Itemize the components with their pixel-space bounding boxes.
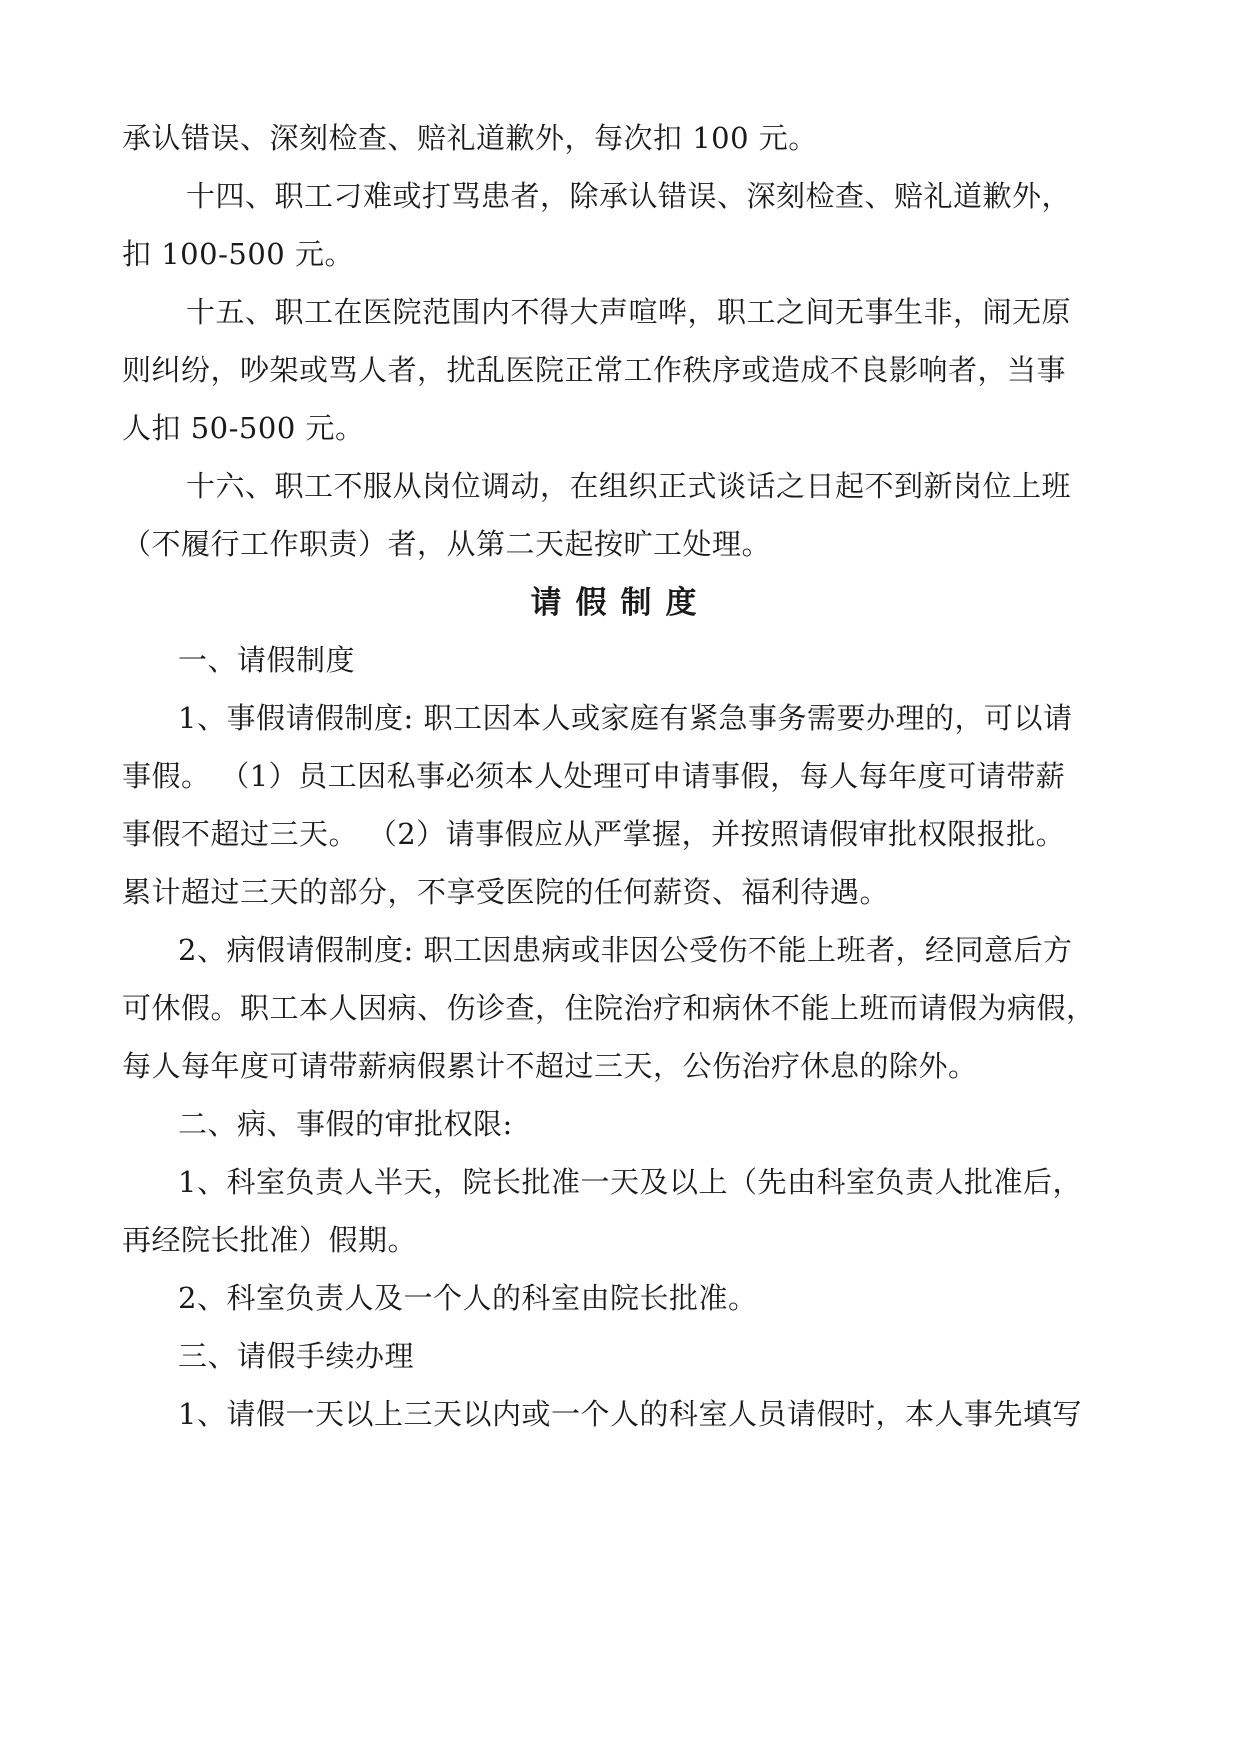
personal-leave-line: 事假。 （1）员工因私事必须本人处理可申请事假，每人每年度可请带薪 [122,759,1066,793]
clause-15-line: 人扣 50-500 元。 [122,411,365,445]
clause-16-line: （不履行工作职责）者，从第二天起按旷工处理。 [122,527,772,561]
subsection-heading: 一、请假制度 [178,643,356,677]
paragraph-line: 承认错误、深刻检查、赔礼道歉外，每次扣 100 元。 [122,121,818,155]
subsection-heading: 二、病、事假的审批权限: [178,1107,513,1141]
clause-15-line: 十五、职工在医院范围内不得大声喧哗，职工之间无事生非，闹无原 [186,295,1072,329]
sick-leave-line: 2、病假请假制度: 职工因患病或非因公受伤不能上班者，经同意后方 [178,933,1073,967]
approval-line: 2、科室负责人及一个人的科室由院长批准。 [178,1281,758,1315]
approval-line: 1、科室负责人半天，院长批准一天及以上（先由科室负责人批准后， [178,1165,1082,1199]
procedure-line: 1、请假一天以上三天以内或一个人的科室人员请假时，本人事先填写 [178,1397,1082,1431]
personal-leave-line: 累计超过三天的部分，不享受医院的任何薪资、福利待遇。 [122,875,890,909]
subsection-heading: 三、请假手续办理 [178,1339,415,1373]
personal-leave-line: 1、事假请假制度: 职工因本人或家庭有紧急事务需要办理的，可以请 [178,701,1073,735]
sick-leave-line: 每人每年度可请带薪病假累计不超过三天，公伤治疗休息的除外。 [122,1049,978,1083]
approval-line: 再经院长批准）假期。 [122,1223,418,1257]
section-title: 请假制度 [530,585,711,621]
clause-15-line: 则纠纷，吵架或骂人者，扰乱医院正常工作秩序或造成不良影响者，当事 [122,353,1067,387]
clause-14-line: 十四、职工刁难或打骂患者，除承认错误、深刻检查、赔礼道歉外， [186,179,1072,213]
clause-14-line: 扣 100-500 元。 [122,237,354,271]
personal-leave-line: 事假不超过三天。 （2）请事假应从严掌握，并按照请假审批权限报批。 [122,817,1066,851]
sick-leave-line: 可休假。职工本人因病、伤诊查，住院治疗和病休不能上班而请假为病假， [122,991,1096,1025]
clause-16-line: 十六、职工不服从岗位调动，在组织正式谈话之日起不到新岗位上班 [186,469,1072,503]
